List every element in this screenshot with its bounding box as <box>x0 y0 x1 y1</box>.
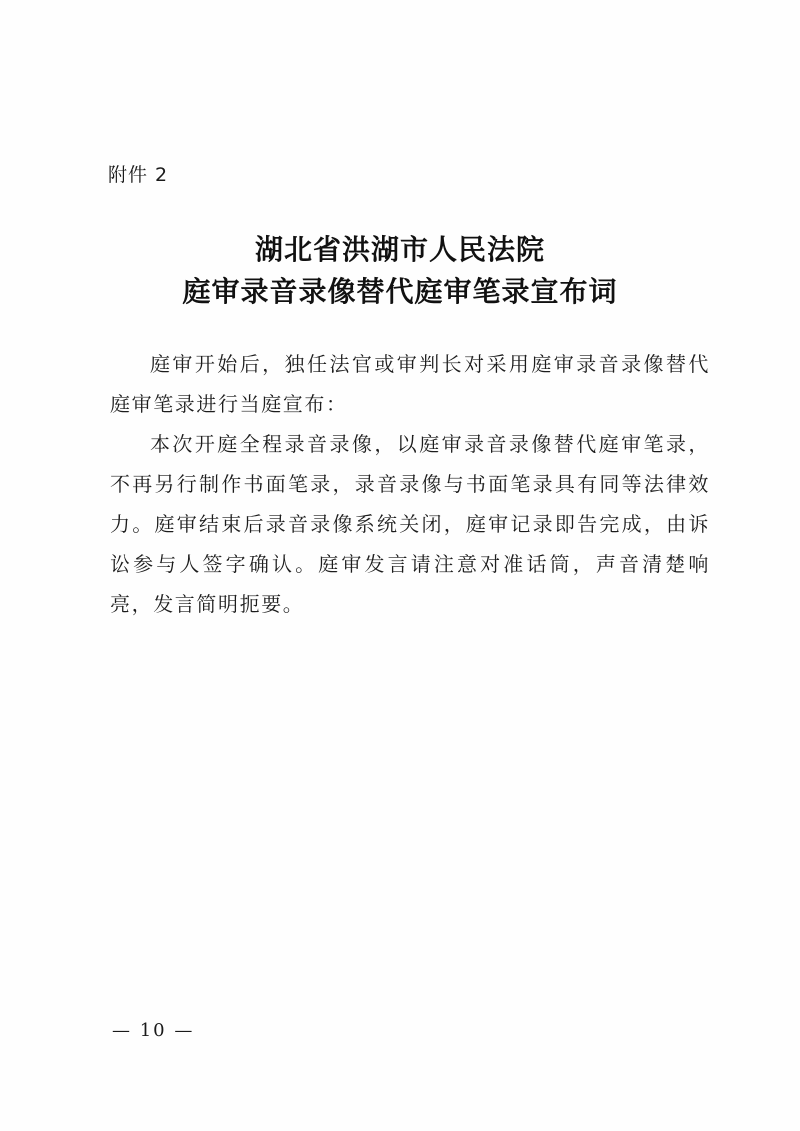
body-paragraph: 庭审开始后，独任法官或审判长对采用庭审录音录像替代庭审笔录进行当庭宣布： <box>110 352 710 416</box>
body-paragraph: 本次开庭全程录音录像，以庭审录音录像替代庭审笔录，不再另行制作书面笔录，录音录像与书面笔录具有同等法律效力。庭审结束后录音录像系统关闭，庭审记录即告完成，由诉讼参与人签字确认。庭审发言请注意对准话筒，声音清楚响亮，发言简明扼要。 <box>110 432 710 616</box>
page-number: — 10 — <box>112 1020 195 1041</box>
document-title-line-1: 湖北省洪湖市人民法院 <box>254 233 545 266</box>
document-body <box>110 344 710 624</box>
document-title-line-2: 庭审录音录像替代庭审笔录宣布词 <box>182 275 618 308</box>
attachment-label: 附件 2 <box>108 164 169 186</box>
